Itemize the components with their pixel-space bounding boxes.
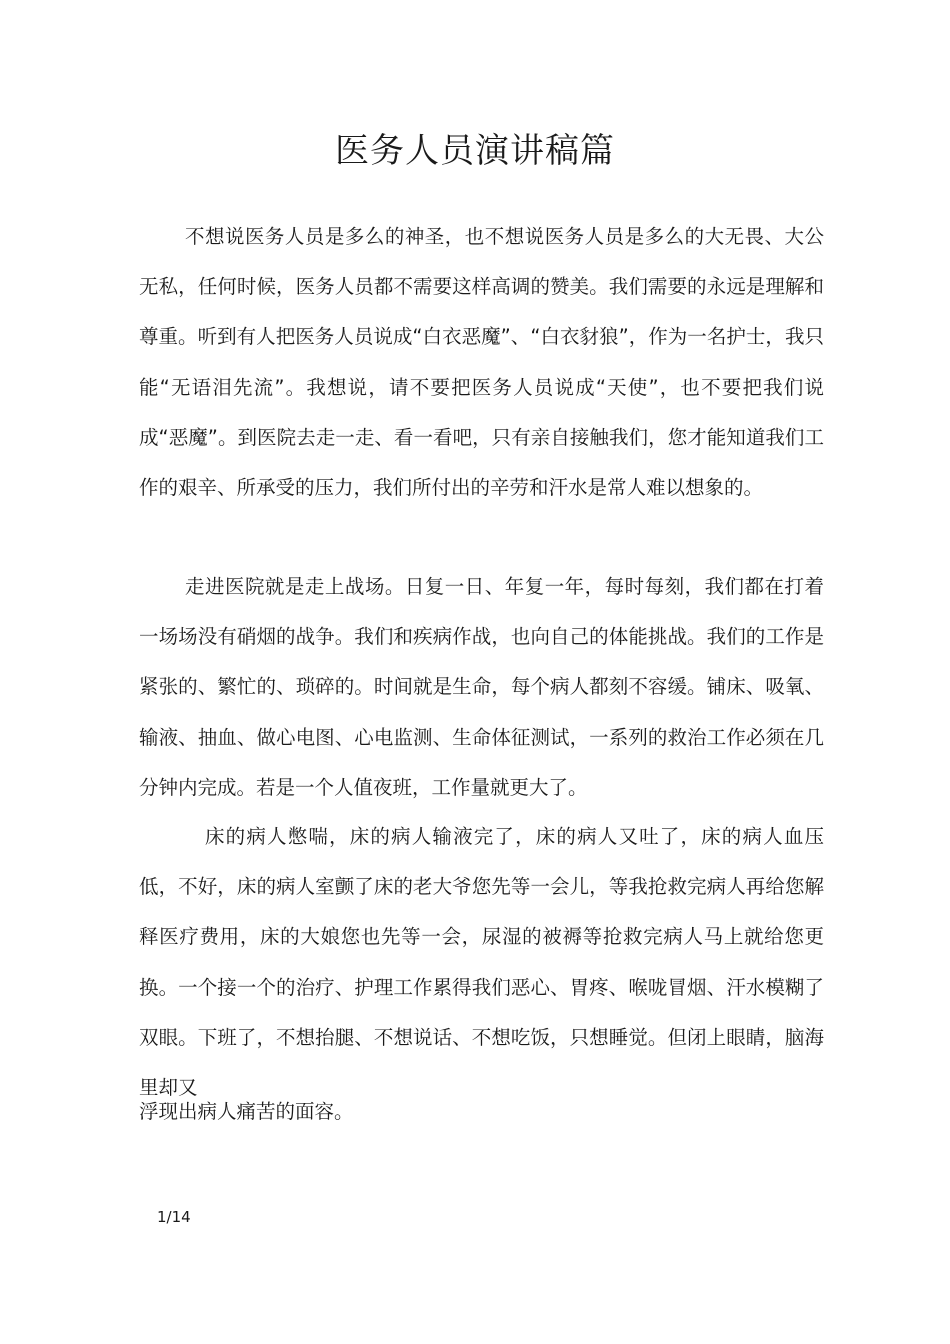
paragraph-3: 床的病人憋喘，床的病人输液完了，床的病人又吐了，床的病人血压低，不好，床的病人室颤了床的老大爷您先等一会儿，等我抢救完病人再给您解释医疗费用，床的大娘您也先等一会，尿湿的被褥等抢救完病人马上就给您更换。一个接一个的治疗、护理工作累得我们恶心、胃疼、喉咙冒烟、汗水模糊了双眼。下班了，不想抬腿、不想说话、不想吃饭，只想睡觉。但闭上眼睛，脑海里却又 (139, 825, 824, 1100)
paragraph-1: 不想说医务人员是多么的神圣，也不想说医务人员是多么的大无畏、大公无私，任何时候，医务人员都不需要这样高调的赞美。我们需要的永远是理解和尊重。听到有人把医务人员说成“白衣恶魔”、“白衣豺狼”，作为一名护士，我只能“无语泪先流”。我想说，请不要把医务人员说成“天使”，也不要把我们说成“恶魔”。到医院去走一走、看一看吧，只有亲自接触我们，您才能知道我们工作的艰辛、所承受的压力，我们所付出的辛劳和汗水是常人难以想象的。 (139, 225, 824, 500)
document-title: 医务人员演讲稿篇 (335, 131, 615, 171)
page-number: 1/14 (157, 1208, 191, 1226)
paragraph-continuation: 浮现出病人痛苦的面容。 (139, 1100, 354, 1123)
paragraph-2: 走进医院就是走上战场。日复一日、年复一年，每时每刻，我们都在打着一场场没有硝烟的战争。我们和疾病作战，也向自己的体能挑战。我们的工作是紧张的、繁忙的、琐碎的。时间就是生命，每个病人都刻不容缓。铺床、吸氧、输液、抽血、做心电图、心电监测、生命体征测试，一系列的救治工作必须在几分钟内完成。若是一个人值夜班，工作量就更大了。 (139, 575, 824, 799)
